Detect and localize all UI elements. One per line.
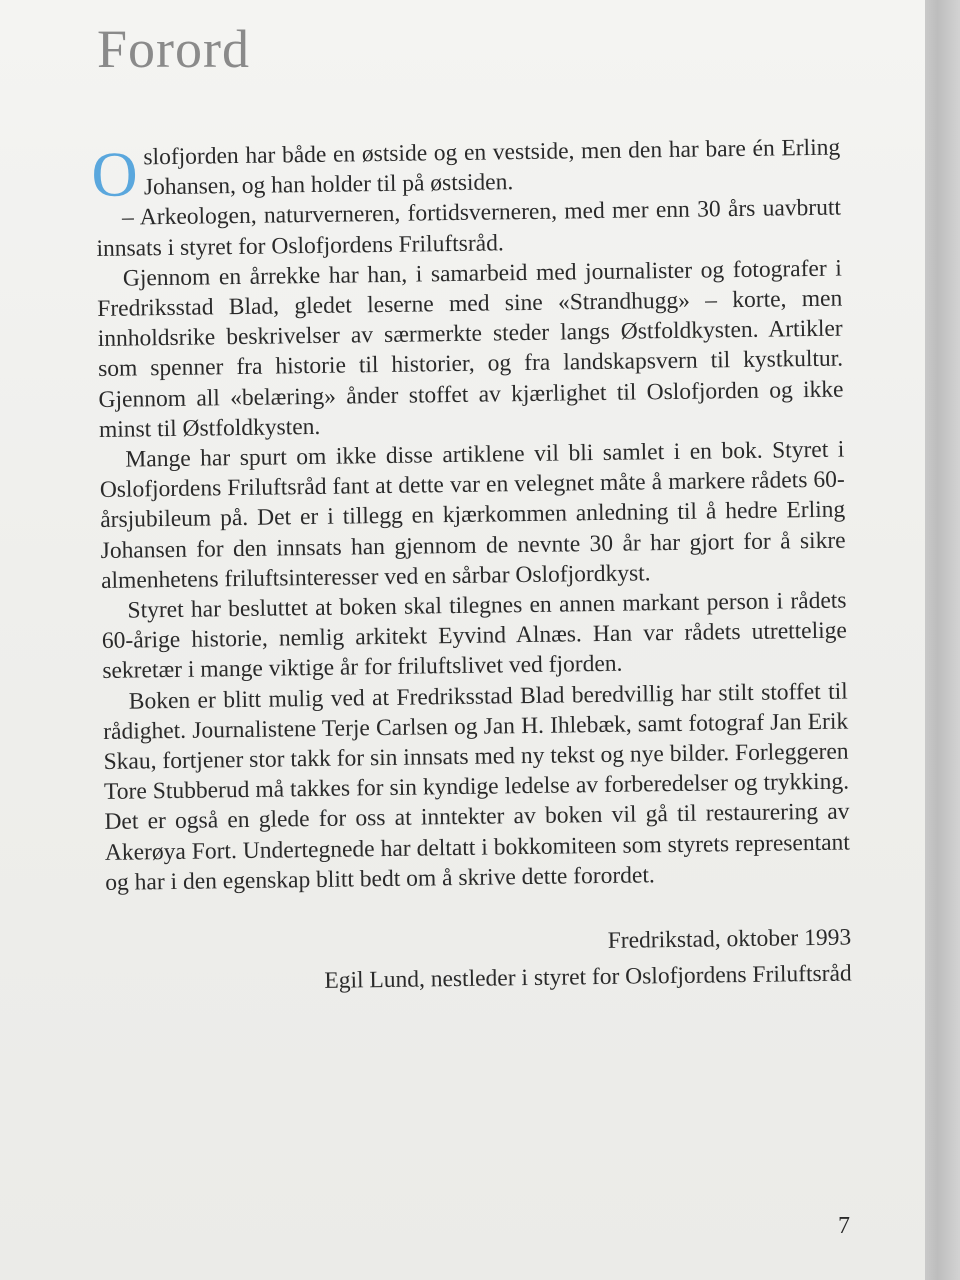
paragraph-4: Mange har spurt om ikke disse artiklene vil bli samlet i en bok. Styret i Oslofjordens Friluftsråd fant at dette var en velegnet måte å markere rådets 60-årsjubileum på. Det er i tillegg en kjærkommen anledning til å hedre Erling Johansen for den innsats han gjennom de nevnte 30 år har gjort for å sikre almenhetens friluftsinteresser ved en sårbar Oslofjordkyst. [99,436,846,594]
signature-block [106,920,852,1002]
paragraph-5: Styret har besluttet at boken skal tilegnes en annen markant person i rådets 60-årige historie, nemlig arkitekt Eyvind Alnæs. Han var rådets utrettelige sekretær i mange viktige år for friluftslivet ved fjorden. [101,587,848,685]
signature-place-date: Fredrikstad, oktober 1993 [607,924,852,954]
paragraph-1-text: slofjorden har både en østside og en vestside, men den har bare én Erling Johansen, og han holder til på østsiden. [143,134,841,201]
drop-cap: O [90,138,139,211]
paragraph-3: Gjennom en årrekke har han, i samarbeid med journalister og fotografer i Fredriksstad Blad, gledet leserne med sine «Strandhugg» – korte, men innholdsrike beskrivelser av særmerkte steder langs Østfoldkysten. Artikler som spenner fra historie til historier, og fra landskapsvern til kystkultur. Gjennom all «belæring» ånder stoffet av kjærlighet til Oslofjorden og ikke minst til Østfoldkysten. [97,255,844,443]
paragraph-2: – Arkeologen, naturverneren, fortidsverneren, med mer enn 30 års uavbrutt innsats i styret for Oslofjordens Friluftsråd. [96,194,842,262]
page-number: 7 [838,1213,850,1239]
paragraph-1 [90,133,841,211]
book-page-edge [925,0,960,1280]
foreword-body [90,133,852,1002]
signature-author: Egil Lund, nestleder i styret for Oslofjordens Friluftsråd [324,960,852,994]
paragraph-6: Boken er blitt mulig ved at Fredriksstad Blad beredvillig har stilt stoffet til rådighet. Journalistene Terje Carlsen og Jan H. Ihlebæk, samt fotograf Jan Erik Skau, fortjener stor takk for sin innsats med ny tekst og nye bilder. Forleggeren Tore Stubberud må takkes for sin kyndige ledelse av forberedelser og trykking. Det er også en glede for oss at inntekter av boken vil gå til restaurering av Akerøya Fort. Undertegnede har deltatt i bokkomiteen som styrets representant og har i den egenskap blitt bedt om å skrive dette forordet. [103,678,851,896]
page-title: Forord [97,19,250,79]
